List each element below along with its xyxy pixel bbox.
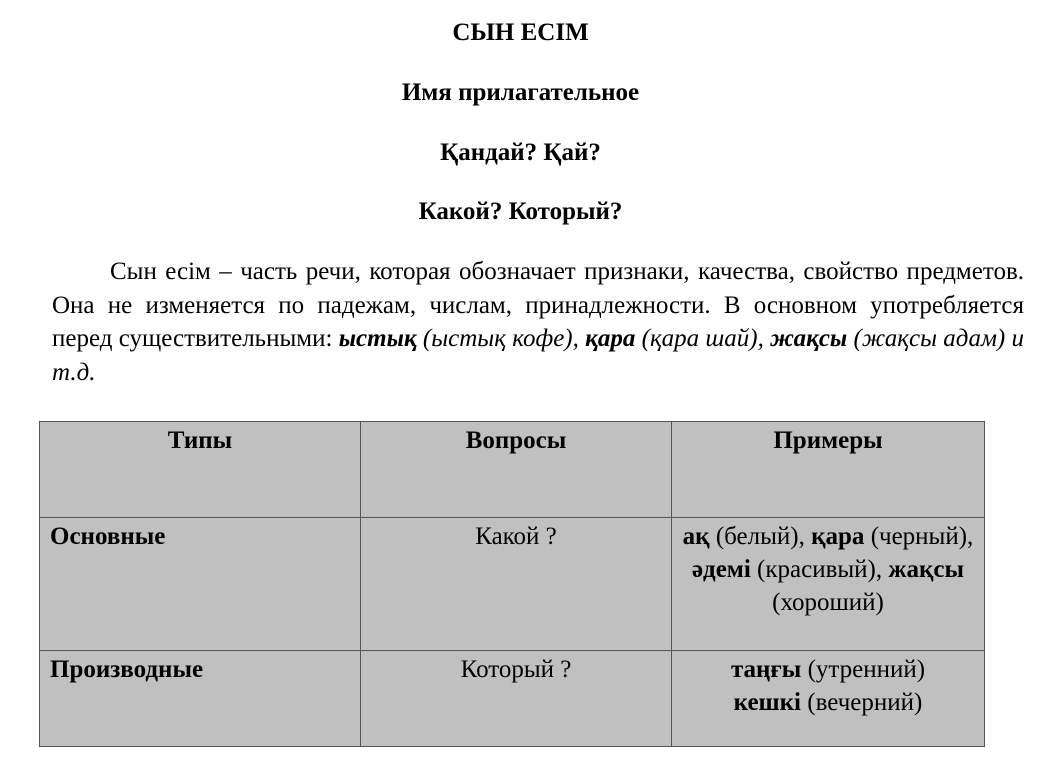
adjective-types-table bbox=[39, 421, 985, 747]
example-phrase: (ыстық кофе), bbox=[416, 325, 586, 352]
header-questions: Вопросы bbox=[361, 422, 672, 518]
example-translation: (красивый), bbox=[750, 556, 889, 583]
definition-paragraph bbox=[52, 255, 1024, 389]
definition-text: Сын есім – часть речи, которая обозначает признаки, качества, свойство предметов. Она не изменяется по падежам, числам, принадлежности. В основном употребляется перед существительными: bbox=[52, 258, 1024, 352]
example-word: ыстық bbox=[338, 325, 417, 352]
example-word: жақсы bbox=[770, 325, 848, 352]
table-header-row bbox=[40, 422, 985, 518]
example-word: әдемі bbox=[691, 556, 751, 583]
example-translation: (черный), bbox=[864, 523, 974, 550]
example-translation: (утренний) bbox=[801, 656, 926, 683]
example-word: ақ bbox=[682, 523, 710, 550]
examples-cell bbox=[672, 518, 985, 651]
example-word: жақсы bbox=[888, 556, 965, 583]
example-word: қара bbox=[585, 325, 636, 352]
example-word: кешкі bbox=[733, 689, 801, 716]
example-translation: (хороший) bbox=[772, 589, 884, 616]
subtitle-russian: Имя прилагательное bbox=[401, 79, 640, 106]
question-cell: Какой ? bbox=[361, 518, 672, 651]
header-examples: Примеры bbox=[672, 422, 985, 518]
example-phrase: (қара шай), bbox=[635, 325, 771, 352]
example-translation: (белый), bbox=[709, 523, 812, 550]
question-cell: Который ? bbox=[361, 651, 672, 747]
questions-kazakh: Қандай? Қай? bbox=[440, 139, 601, 166]
table-row bbox=[40, 518, 985, 651]
type-cell: Производные bbox=[40, 651, 361, 747]
example-word: қара bbox=[811, 523, 865, 550]
questions-russian: Какой? Который? bbox=[418, 198, 623, 225]
type-cell: Основные bbox=[40, 518, 361, 651]
header-types: Типы bbox=[40, 422, 361, 518]
examples-cell bbox=[672, 651, 985, 747]
example-translation: (вечерний) bbox=[801, 689, 923, 716]
table-row bbox=[40, 651, 985, 747]
example-phrase: (жақсы адам) и т.д. bbox=[52, 325, 1025, 386]
page-title: СЫН ЕСІМ bbox=[452, 19, 589, 46]
example-word: таңғы bbox=[730, 656, 802, 683]
